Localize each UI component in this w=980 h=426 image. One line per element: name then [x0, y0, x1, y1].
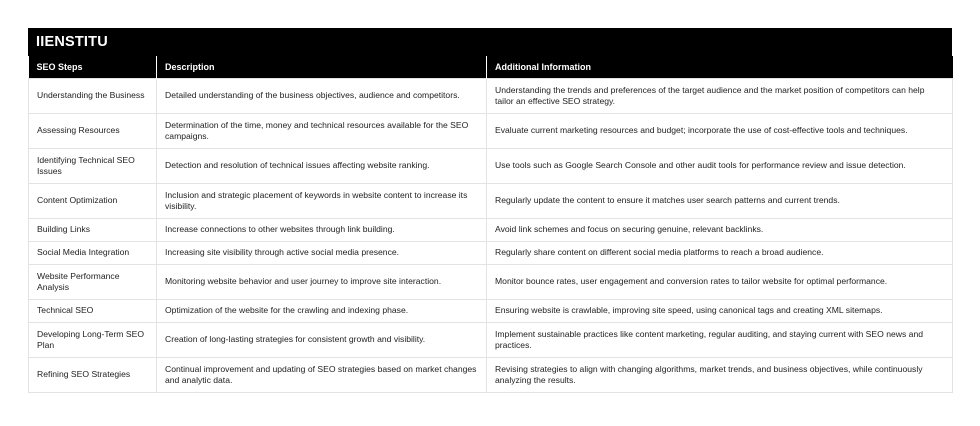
cell-step: Building Links	[29, 219, 157, 242]
seo-table-card	[28, 28, 952, 393]
cell-description: Detection and resolution of technical issues affecting website ranking.	[157, 149, 487, 184]
header-additional-information: Additional Information	[487, 56, 953, 79]
table-row	[29, 300, 953, 323]
cell-description: Continual improvement and updating of SEO strategies based on market changes and analytic data.	[157, 358, 487, 393]
cell-description: Inclusion and strategic placement of keywords in website content to increase its visibility.	[157, 184, 487, 219]
cell-additional-info: Monitor bounce rates, user engagement and conversion rates to tailor website for optimal performance.	[487, 265, 953, 300]
cell-additional-info: Avoid link schemes and focus on securing genuine, relevant backlinks.	[487, 219, 953, 242]
table-row	[29, 184, 953, 219]
cell-description: Optimization of the website for the crawling and indexing phase.	[157, 300, 487, 323]
table-row	[29, 219, 953, 242]
table-row	[29, 242, 953, 265]
cell-step: Identifying Technical SEO Issues	[29, 149, 157, 184]
table-row	[29, 323, 953, 358]
cell-description: Increasing site visibility through active social media presence.	[157, 242, 487, 265]
cell-additional-info: Ensuring website is crawlable, improving site speed, using canonical tags and creating XML sitemaps.	[487, 300, 953, 323]
cell-additional-info: Regularly update the content to ensure it matches user search patterns and current trends.	[487, 184, 953, 219]
cell-additional-info: Implement sustainable practices like content marketing, regular auditing, and staying current with SEO news and practices.	[487, 323, 953, 358]
cell-additional-info: Use tools such as Google Search Console and other audit tools for performance review and issue detection.	[487, 149, 953, 184]
cell-additional-info: Revising strategies to align with changing algorithms, market trends, and business objectives, while continuously analyzing the results.	[487, 358, 953, 393]
cell-step: Refining SEO Strategies	[29, 358, 157, 393]
seo-steps-table	[28, 56, 953, 393]
cell-step: Developing Long-Term SEO Plan	[29, 323, 157, 358]
cell-description: Determination of the time, money and technical resources available for the SEO campaigns.	[157, 114, 487, 149]
cell-step: Social Media Integration	[29, 242, 157, 265]
cell-step: Understanding the Business	[29, 79, 157, 114]
table-body	[29, 79, 953, 393]
table-row	[29, 114, 953, 149]
table-row	[29, 358, 953, 393]
cell-additional-info: Regularly share content on different social media platforms to reach a broad audience.	[487, 242, 953, 265]
table-row	[29, 149, 953, 184]
cell-additional-info: Evaluate current marketing resources and budget; incorporate the use of cost-effective tools and techniques.	[487, 114, 953, 149]
cell-additional-info: Understanding the trends and preferences of the target audience and the market position of competitors can help tailor an effective SEO strategy.	[487, 79, 953, 114]
header-description: Description	[157, 56, 487, 79]
cell-step: Technical SEO	[29, 300, 157, 323]
table-header	[29, 56, 953, 79]
cell-description: Monitoring website behavior and user journey to improve site interaction.	[157, 265, 487, 300]
header-seo-steps: SEO Steps	[29, 56, 157, 79]
cell-description: Creation of long-lasting strategies for consistent growth and visibility.	[157, 323, 487, 358]
cell-step: Website Performance Analysis	[29, 265, 157, 300]
cell-step: Assessing Resources	[29, 114, 157, 149]
cell-step: Content Optimization	[29, 184, 157, 219]
cell-description: Detailed understanding of the business objectives, audience and competitors.	[157, 79, 487, 114]
table-row	[29, 79, 953, 114]
header-row	[29, 56, 953, 79]
brand-title: IIENSTITU	[28, 28, 952, 56]
cell-description: Increase connections to other websites through link building.	[157, 219, 487, 242]
table-row	[29, 265, 953, 300]
